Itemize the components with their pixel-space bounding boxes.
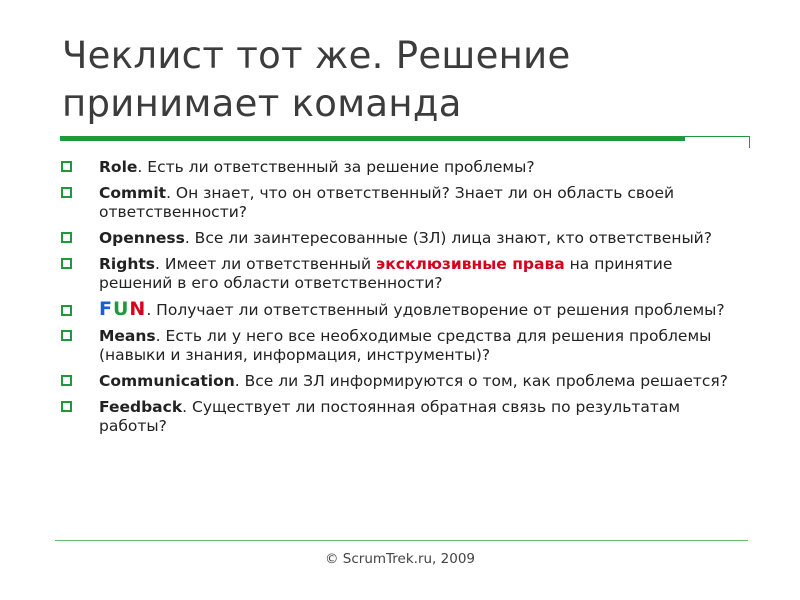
item-keyword: Openness bbox=[99, 229, 185, 247]
square-bullet-icon bbox=[61, 161, 72, 172]
fun-letter-u: U bbox=[112, 298, 130, 320]
item-keyword: Commit bbox=[99, 184, 167, 202]
item-text: . Существует ли постоянная обратная связь по результатам работы? bbox=[99, 398, 681, 435]
list-item-means bbox=[60, 327, 750, 365]
footer-copyright: © ScrumTrek.ru, 2009 bbox=[324, 551, 476, 567]
list-item-commit bbox=[60, 184, 750, 222]
item-text-after: на принятие решений в его области ответственности? bbox=[99, 255, 673, 292]
item-keyword: Feedback bbox=[99, 398, 183, 416]
footer-divider bbox=[55, 540, 748, 541]
item-text: . Есть ли у него все необходимые средства для решения проблемы (навыки и знания, информация, инструменты)? bbox=[99, 327, 712, 364]
list-item-communication bbox=[60, 372, 750, 391]
square-bullet-icon bbox=[61, 187, 72, 198]
slide-title bbox=[62, 32, 762, 128]
fun-letter-n: N bbox=[129, 298, 147, 320]
title-divider-tick bbox=[749, 136, 750, 148]
item-keyword: Means bbox=[99, 327, 156, 345]
item-text: . Все ли ЗЛ информируются о том, как проблема решается? bbox=[234, 372, 728, 390]
title-divider bbox=[60, 136, 685, 141]
item-text: . Получает ли ответственный удовлетворение от решения проблемы? bbox=[146, 301, 725, 319]
item-keyword: Rights bbox=[99, 255, 156, 273]
item-keyword: Communication bbox=[99, 372, 235, 390]
square-bullet-icon bbox=[61, 401, 72, 412]
list-item-fun bbox=[60, 300, 750, 320]
item-keyword: Role bbox=[99, 158, 138, 176]
item-text: . Есть ли ответственный за решение проблемы? bbox=[137, 158, 535, 176]
list-item-rights bbox=[60, 255, 750, 293]
list-item-role bbox=[60, 158, 750, 177]
checklist bbox=[60, 158, 750, 443]
square-bullet-icon bbox=[61, 305, 72, 316]
title-line-2: принимает команда bbox=[62, 82, 462, 125]
square-bullet-icon bbox=[61, 330, 72, 341]
title-line-1: Чеклист тот же. Решение bbox=[62, 34, 571, 77]
square-bullet-icon bbox=[61, 232, 72, 243]
square-bullet-icon bbox=[61, 375, 72, 386]
list-item-openness bbox=[60, 229, 750, 248]
item-highlight: эксклюзивные права bbox=[376, 255, 565, 273]
fun-letter-f: F bbox=[99, 298, 113, 320]
square-bullet-icon bbox=[61, 258, 72, 269]
item-text-before: . Имеет ли ответственный bbox=[155, 255, 377, 273]
item-text: . Он знает, что он ответственный? Знает ли он область своей ответственности? bbox=[99, 184, 675, 221]
list-item-feedback bbox=[60, 398, 750, 436]
item-text: . Все ли заинтересованные (ЗЛ) лица знают, кто ответственый? bbox=[184, 229, 712, 247]
